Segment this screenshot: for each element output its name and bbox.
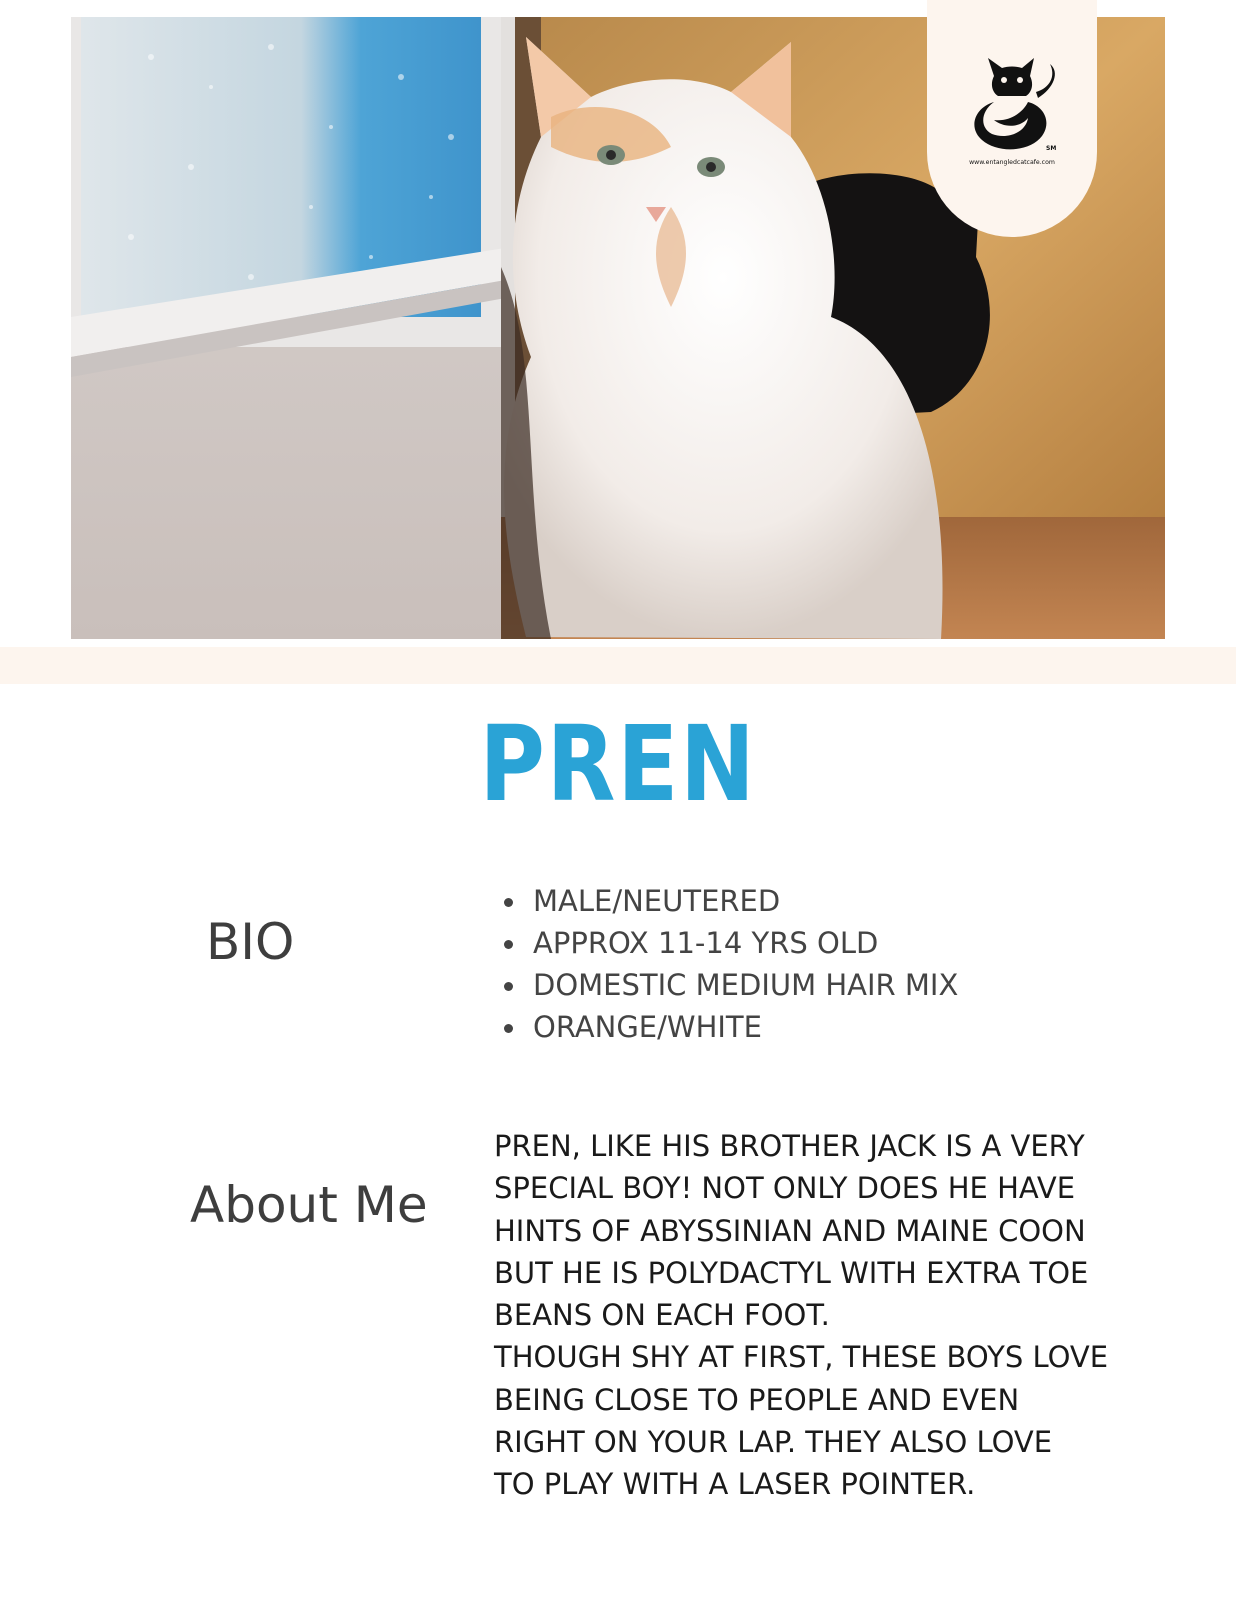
about-line: HINTS OF ABYSSINIAN AND MAINE COON bbox=[494, 1213, 1086, 1248]
bullet-icon bbox=[504, 898, 513, 907]
about-line: BEING CLOSE TO PEOPLE AND EVEN bbox=[494, 1382, 1020, 1417]
bio-item bbox=[492, 1006, 958, 1048]
logo-sm-mark: SM bbox=[1046, 145, 1057, 152]
bio-list bbox=[492, 880, 958, 1048]
about-me-label: About Me bbox=[190, 1176, 428, 1234]
cat-name-title: PREN bbox=[479, 703, 757, 825]
bio-item bbox=[492, 880, 958, 922]
divider-band bbox=[0, 647, 1236, 684]
bullet-icon bbox=[504, 940, 513, 949]
about-line: SPECIAL BOY! NOT ONLY DOES HE HAVE bbox=[494, 1171, 1076, 1206]
logo-url: www.entangledcatcafe.com bbox=[969, 159, 1055, 166]
bio-item-text: DOMESTIC MEDIUM HAIR MIX bbox=[533, 968, 959, 1002]
about-line: BEANS ON EACH FOOT. bbox=[494, 1298, 830, 1333]
about-line: THOUGH SHY AT FIRST, THESE BOYS LOVE bbox=[494, 1340, 1109, 1375]
about-line: RIGHT ON YOUR LAP. THEY ALSO LOVE bbox=[494, 1425, 1053, 1460]
about-line: PREN, LIKE HIS BROTHER JACK IS A VERY bbox=[494, 1129, 1085, 1163]
bio-item-text: APPROX 11-14 YRS OLD bbox=[533, 926, 879, 960]
bio-item-text: ORANGE/WHITE bbox=[533, 1010, 762, 1044]
cat-logo-icon bbox=[964, 58, 1060, 168]
bullet-icon bbox=[504, 1024, 513, 1033]
about-line: BUT HE IS POLYDACTYL WITH EXTRA TOE bbox=[494, 1255, 1089, 1290]
bio-label: BIO bbox=[206, 913, 295, 971]
logo-badge bbox=[927, 0, 1097, 237]
bio-item bbox=[492, 922, 958, 964]
about-line: TO PLAY WITH A LASER POINTER. bbox=[494, 1467, 976, 1502]
about-me-text bbox=[494, 1125, 1214, 1506]
bullet-icon bbox=[504, 982, 513, 991]
bio-item-text: MALE/NEUTERED bbox=[533, 884, 781, 918]
bio-item bbox=[492, 964, 958, 1006]
